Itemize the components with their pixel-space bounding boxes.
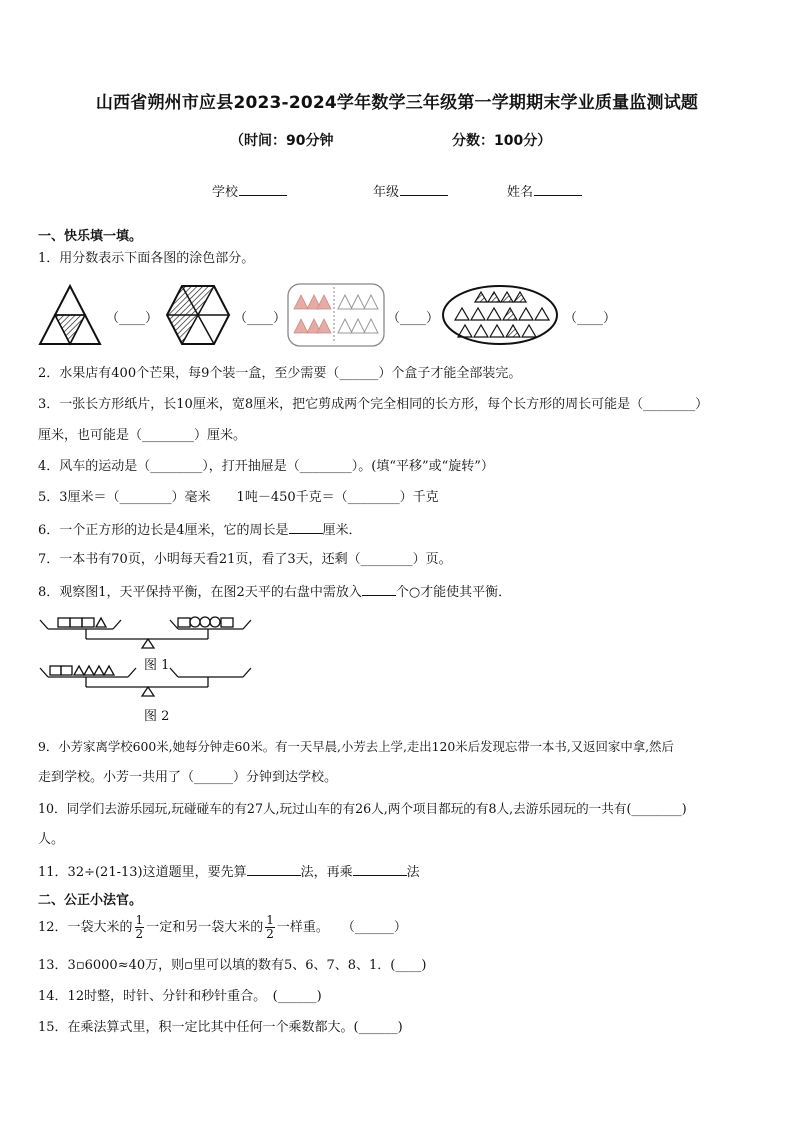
question-11-mid: 法，再乘 [300, 865, 353, 880]
name-blank[interactable] [534, 195, 582, 196]
question-5: 5．3厘米＝（________）毫米 1吨－450千克＝（________）千克 [38, 490, 439, 505]
grade-blank[interactable] [400, 195, 448, 196]
grade-field[interactable] [373, 181, 448, 200]
question-11-blank1[interactable] [247, 863, 301, 876]
question-12-text: 12．一袋大米的 [38, 920, 133, 935]
question-13: 13．3▫6000≈40万，则▫里可以填的数有5、6、7、8、1．(____) [38, 958, 427, 973]
question-3-line2: 厘米，也可能是（________）厘米。 [38, 428, 247, 443]
question-6-blank[interactable] [289, 521, 323, 534]
question-9-line1: 9．小芳家离学校600米,她每分钟走60米。有一天早晨,小芳去上学,走出120米后发现忘带一本书,又返回家中拿,然后 [38, 739, 674, 754]
school-field[interactable] [212, 181, 287, 200]
fraction-numerator: 1 [135, 913, 144, 927]
question-3-line1: 3．一张长方形纸片，长10厘米，宽8厘米，把它剪成两个完全相同的长方形，每个长方形的周长可能是（________） [38, 397, 709, 412]
balance-fig1-label: 图 1 [144, 658, 170, 673]
hexagon-figure [165, 284, 231, 346]
section-1-heading: 一、快乐填一填。 [38, 229, 143, 244]
grade-label: 年级 [373, 185, 400, 200]
question-11-text: 11．32÷(21-13)这道题里，要先算 [38, 865, 247, 880]
name-field[interactable] [507, 181, 582, 200]
triangle-grid-figure [287, 283, 385, 347]
fraction-one-half-b [265, 914, 275, 941]
question-8 [38, 583, 511, 601]
name-label: 姓名 [507, 185, 534, 200]
question-2: 2．水果店有400个芒果，每9个装一盒，至少需要（______）个盒子才能全部装完。 [38, 366, 522, 381]
question-6-text: 6．一个正方形的边长是4厘米，它的周长是 [38, 523, 289, 538]
answer-blank-fig3[interactable]: （____） [387, 311, 440, 326]
exam-score: 分数：100分） [452, 133, 552, 149]
question-11-tail: 法 [406, 865, 420, 880]
question-7: 7．一本书有70页，小明每天看21页，看了3天，还剩（________）页。 [38, 552, 452, 567]
fraction-numerator: 1 [266, 913, 274, 927]
question-4: 4．风车的运动是（________），打开抽屉是（________）。(填“平移”或“旋转”） [38, 459, 494, 474]
question-8-text: 8．观察图1，天平保持平衡，在图2天平的右盘中需放入 [38, 585, 362, 600]
answer-blank-fig1[interactable]: （____） [106, 311, 159, 326]
fraction-denominator: 2 [135, 927, 144, 941]
triangle-figure [38, 284, 102, 346]
section-2-heading: 二、公正小法官。 [38, 893, 143, 908]
question-12 [38, 913, 407, 943]
question-1: 1．用分数表示下面各图的涂色部分。 [38, 251, 255, 266]
exam-title: 山西省朔州市应县2023-2024学年数学三年级第一学期期末学业质量监测试题 [95, 93, 699, 113]
question-15: 15．在乘法算式里，积一定比其中任何一个乘数都大。(______) [38, 1020, 403, 1035]
question-6-unit: 厘米． [322, 523, 362, 538]
answer-blank-fig2[interactable]: （____） [234, 311, 287, 326]
question-6 [38, 521, 362, 539]
exam-time: （时间：90分钟 [230, 133, 334, 149]
question-11-blank2[interactable] [353, 863, 407, 876]
question-8-blank[interactable] [362, 583, 396, 596]
question-10-line1: 10．同学们去游乐园玩,玩碰碰车的有27人,玩过山车的有26人,两个项目都玩的有8人,去游乐园玩的一共有(________) [38, 801, 687, 816]
question-14: 14．12时整，时针、分针和秒针重合。 (______) [38, 989, 322, 1004]
fraction-one-half-a [135, 914, 145, 941]
ellipse-triangles-figure [441, 284, 559, 346]
question-12-mid: 一定和另一袋大米的 [146, 920, 264, 935]
school-blank[interactable] [239, 195, 287, 196]
question-8-tail: 个○才能使其平衡． [395, 585, 512, 600]
balance-fig2-label: 图 2 [144, 709, 170, 724]
school-label: 学校 [212, 185, 239, 200]
question-12-tail: 一样重。 （______） [276, 920, 407, 935]
question-11 [38, 863, 420, 881]
question-10-line2: 人。 [38, 832, 65, 847]
fraction-denominator: 2 [266, 927, 274, 941]
question-9-line2: 走到学校。小芳一共用了（______）分钟到达学校。 [38, 770, 338, 785]
answer-blank-fig4[interactable]: （____） [564, 311, 617, 326]
